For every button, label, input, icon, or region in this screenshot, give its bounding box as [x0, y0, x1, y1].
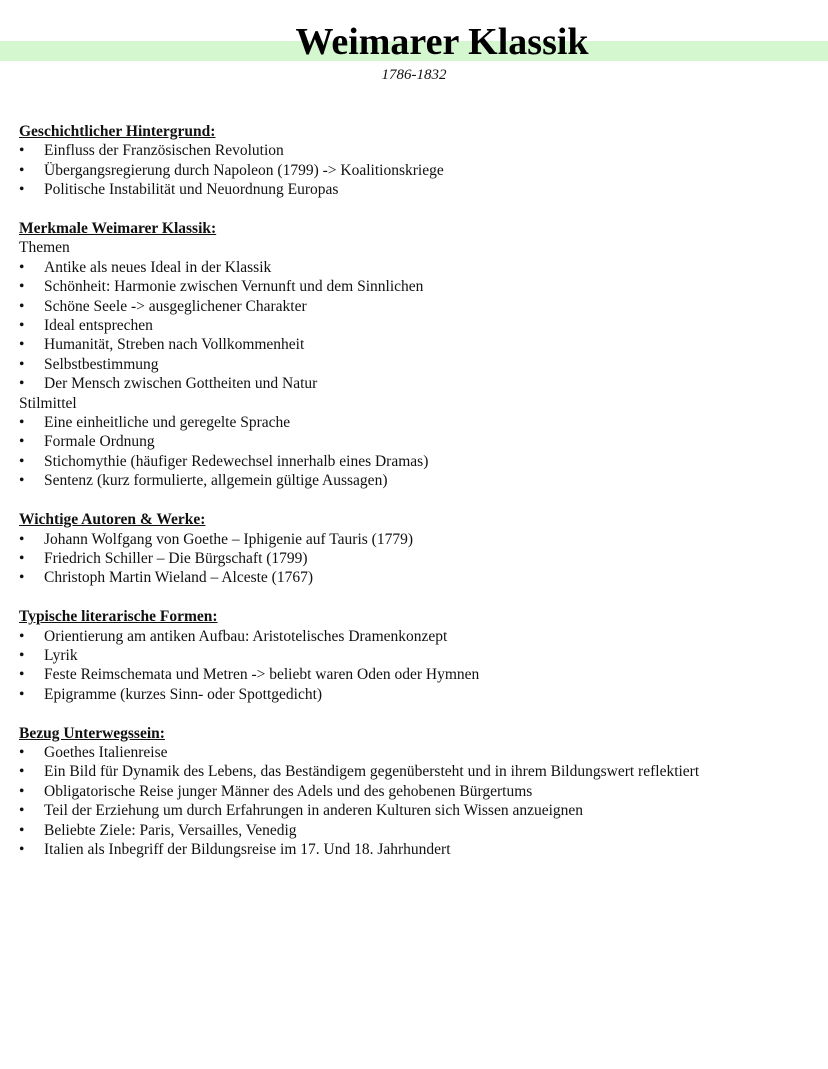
list-item [19, 743, 819, 762]
section-literary-forms [19, 607, 819, 704]
list-item-text: Italien als Inbegriff der Bildungsreise im 17. Und 18. Jahrhundert [44, 840, 451, 858]
list-item [19, 432, 819, 451]
group-label-stylistic-devices: Stilmittel [19, 394, 77, 412]
list-item-text: Antike als neues Ideal in der Klassik [44, 258, 272, 276]
bullet-list [19, 530, 819, 588]
bullet-icon: • [19, 821, 25, 839]
bullet-icon: • [19, 782, 25, 800]
list-item [19, 646, 819, 665]
section-authors-works [19, 510, 819, 588]
list-item-text: Orientierung am antiken Aufbau: Aristotelisches Dramenkonzept [44, 627, 448, 645]
section-heading: Merkmale Weimarer Klassik: [19, 220, 217, 238]
bullet-icon: • [19, 472, 25, 490]
bullet-list [19, 743, 819, 859]
list-item [19, 413, 819, 432]
list-item-text: Stichomythie (häufiger Redewechsel innerhalb eines Dramas) [44, 452, 429, 470]
list-item [19, 801, 819, 820]
list-item [19, 316, 819, 335]
section-heading: Wichtige Autoren & Werke: [19, 511, 206, 529]
list-item [19, 141, 819, 160]
bullet-icon: • [19, 666, 25, 684]
list-item-text: Feste Reimschemata und Metren -> beliebt waren Oden oder Hymnen [44, 666, 480, 684]
page-title: Weimarer Klassik [295, 21, 589, 63]
list-item-text: Humanität, Streben nach Vollkommenheit [44, 336, 305, 354]
list-item-text: Formale Ordnung [44, 433, 155, 451]
bullet-icon: • [19, 297, 25, 315]
bullet-icon: • [19, 627, 25, 645]
list-item-text: Sentenz (kurz formulierte, allgemein gültige Aussagen) [44, 472, 388, 490]
bullet-icon: • [19, 181, 25, 199]
bullet-icon: • [19, 840, 25, 858]
list-item-text: Einfluss der Französischen Revolution [44, 142, 284, 160]
list-item [19, 762, 819, 781]
list-item-text: Schönheit: Harmonie zwischen Vernunft und dem Sinnlichen [44, 278, 424, 296]
list-item-text: Christoph Martin Wieland – Alceste (1767) [44, 569, 314, 587]
bullet-icon: • [19, 743, 25, 761]
page-subtitle-dates: 1786-1832 [381, 67, 447, 83]
bullet-icon: • [19, 278, 25, 296]
bullet-icon: • [19, 763, 25, 781]
list-item [19, 627, 819, 646]
group-label-themes: Themen [19, 239, 70, 257]
bullet-icon: • [19, 802, 25, 820]
bullet-icon: • [19, 433, 25, 451]
list-item [19, 258, 819, 277]
list-item [19, 530, 819, 549]
bullet-icon: • [19, 452, 25, 470]
section-historical-background [19, 122, 819, 200]
list-item-text: Teil der Erziehung um durch Erfahrungen in anderen Kulturen sich Wissen anzueignen [44, 802, 584, 820]
list-item [19, 821, 819, 840]
list-item-text: Schöne Seele -> ausgeglichener Charakter [44, 297, 307, 315]
list-item-text: Beliebte Ziele: Paris, Versailles, Venedig [44, 821, 297, 839]
list-item [19, 355, 819, 374]
bullet-list [19, 141, 819, 199]
list-item [19, 840, 819, 859]
list-item [19, 471, 819, 490]
bullet-icon: • [19, 317, 25, 335]
section-heading: Geschichtlicher Hintergrund: [19, 123, 216, 140]
list-item-text: Ein Bild für Dynamik des Lebens, das Beständigem gegenübersteht und in ihrem Bildungswert reflektiert [44, 763, 700, 781]
list-item-text: Obligatorische Reise junger Männer des Adels und des gehobenen Bürgertums [44, 782, 533, 800]
bullet-icon: • [19, 161, 25, 179]
list-item [19, 297, 819, 316]
list-item [19, 180, 819, 199]
list-item [19, 549, 819, 568]
list-item-text: Eine einheitliche und geregelte Sprache [44, 414, 291, 432]
list-item [19, 685, 819, 704]
bullet-icon: • [19, 549, 25, 567]
bullet-icon: • [19, 142, 25, 160]
list-item [19, 161, 819, 180]
list-item-text: Übergangsregierung durch Napoleon (1799) -> Koalitionskriege [44, 161, 444, 179]
bullet-list [19, 413, 819, 491]
section-travel-reference [19, 724, 819, 860]
bullet-icon: • [19, 336, 25, 354]
bullet-icon: • [19, 569, 25, 587]
list-item-text: Ideal entsprechen [44, 317, 153, 335]
list-item [19, 568, 819, 587]
list-item [19, 665, 819, 684]
bullet-icon: • [19, 375, 25, 393]
list-item-text: Friedrich Schiller – Die Bürgschaft (1799) [44, 549, 308, 567]
list-item-text: Der Mensch zwischen Gottheiten und Natur [44, 375, 318, 393]
list-item-text: Goethes Italienreise [44, 743, 168, 761]
section-heading: Bezug Unterwegssein: [19, 724, 165, 742]
bullet-icon: • [19, 258, 25, 276]
list-item [19, 374, 819, 393]
list-item-text: Lyrik [44, 646, 78, 664]
document-body [19, 122, 819, 879]
list-item [19, 335, 819, 354]
bullet-icon: • [19, 685, 25, 703]
bullet-icon: • [19, 355, 25, 373]
bullet-icon: • [19, 646, 25, 664]
list-item [19, 277, 819, 296]
section-characteristics [19, 219, 819, 491]
list-item [19, 452, 819, 471]
list-item-text: Johann Wolfgang von Goethe – Iphigenie auf Tauris (1779) [44, 530, 414, 548]
list-item [19, 782, 819, 801]
list-item-text: Selbstbestimmung [44, 355, 159, 373]
bullet-icon: • [19, 530, 25, 548]
bullet-list [19, 258, 819, 394]
bullet-icon: • [19, 414, 25, 432]
section-heading: Typische literarische Formen: [19, 608, 218, 626]
list-item-text: Politische Instabilität und Neuordnung Europas [44, 181, 339, 199]
list-item-text: Epigramme (kurzes Sinn- oder Spottgedicht) [44, 685, 323, 703]
bullet-list [19, 627, 819, 705]
